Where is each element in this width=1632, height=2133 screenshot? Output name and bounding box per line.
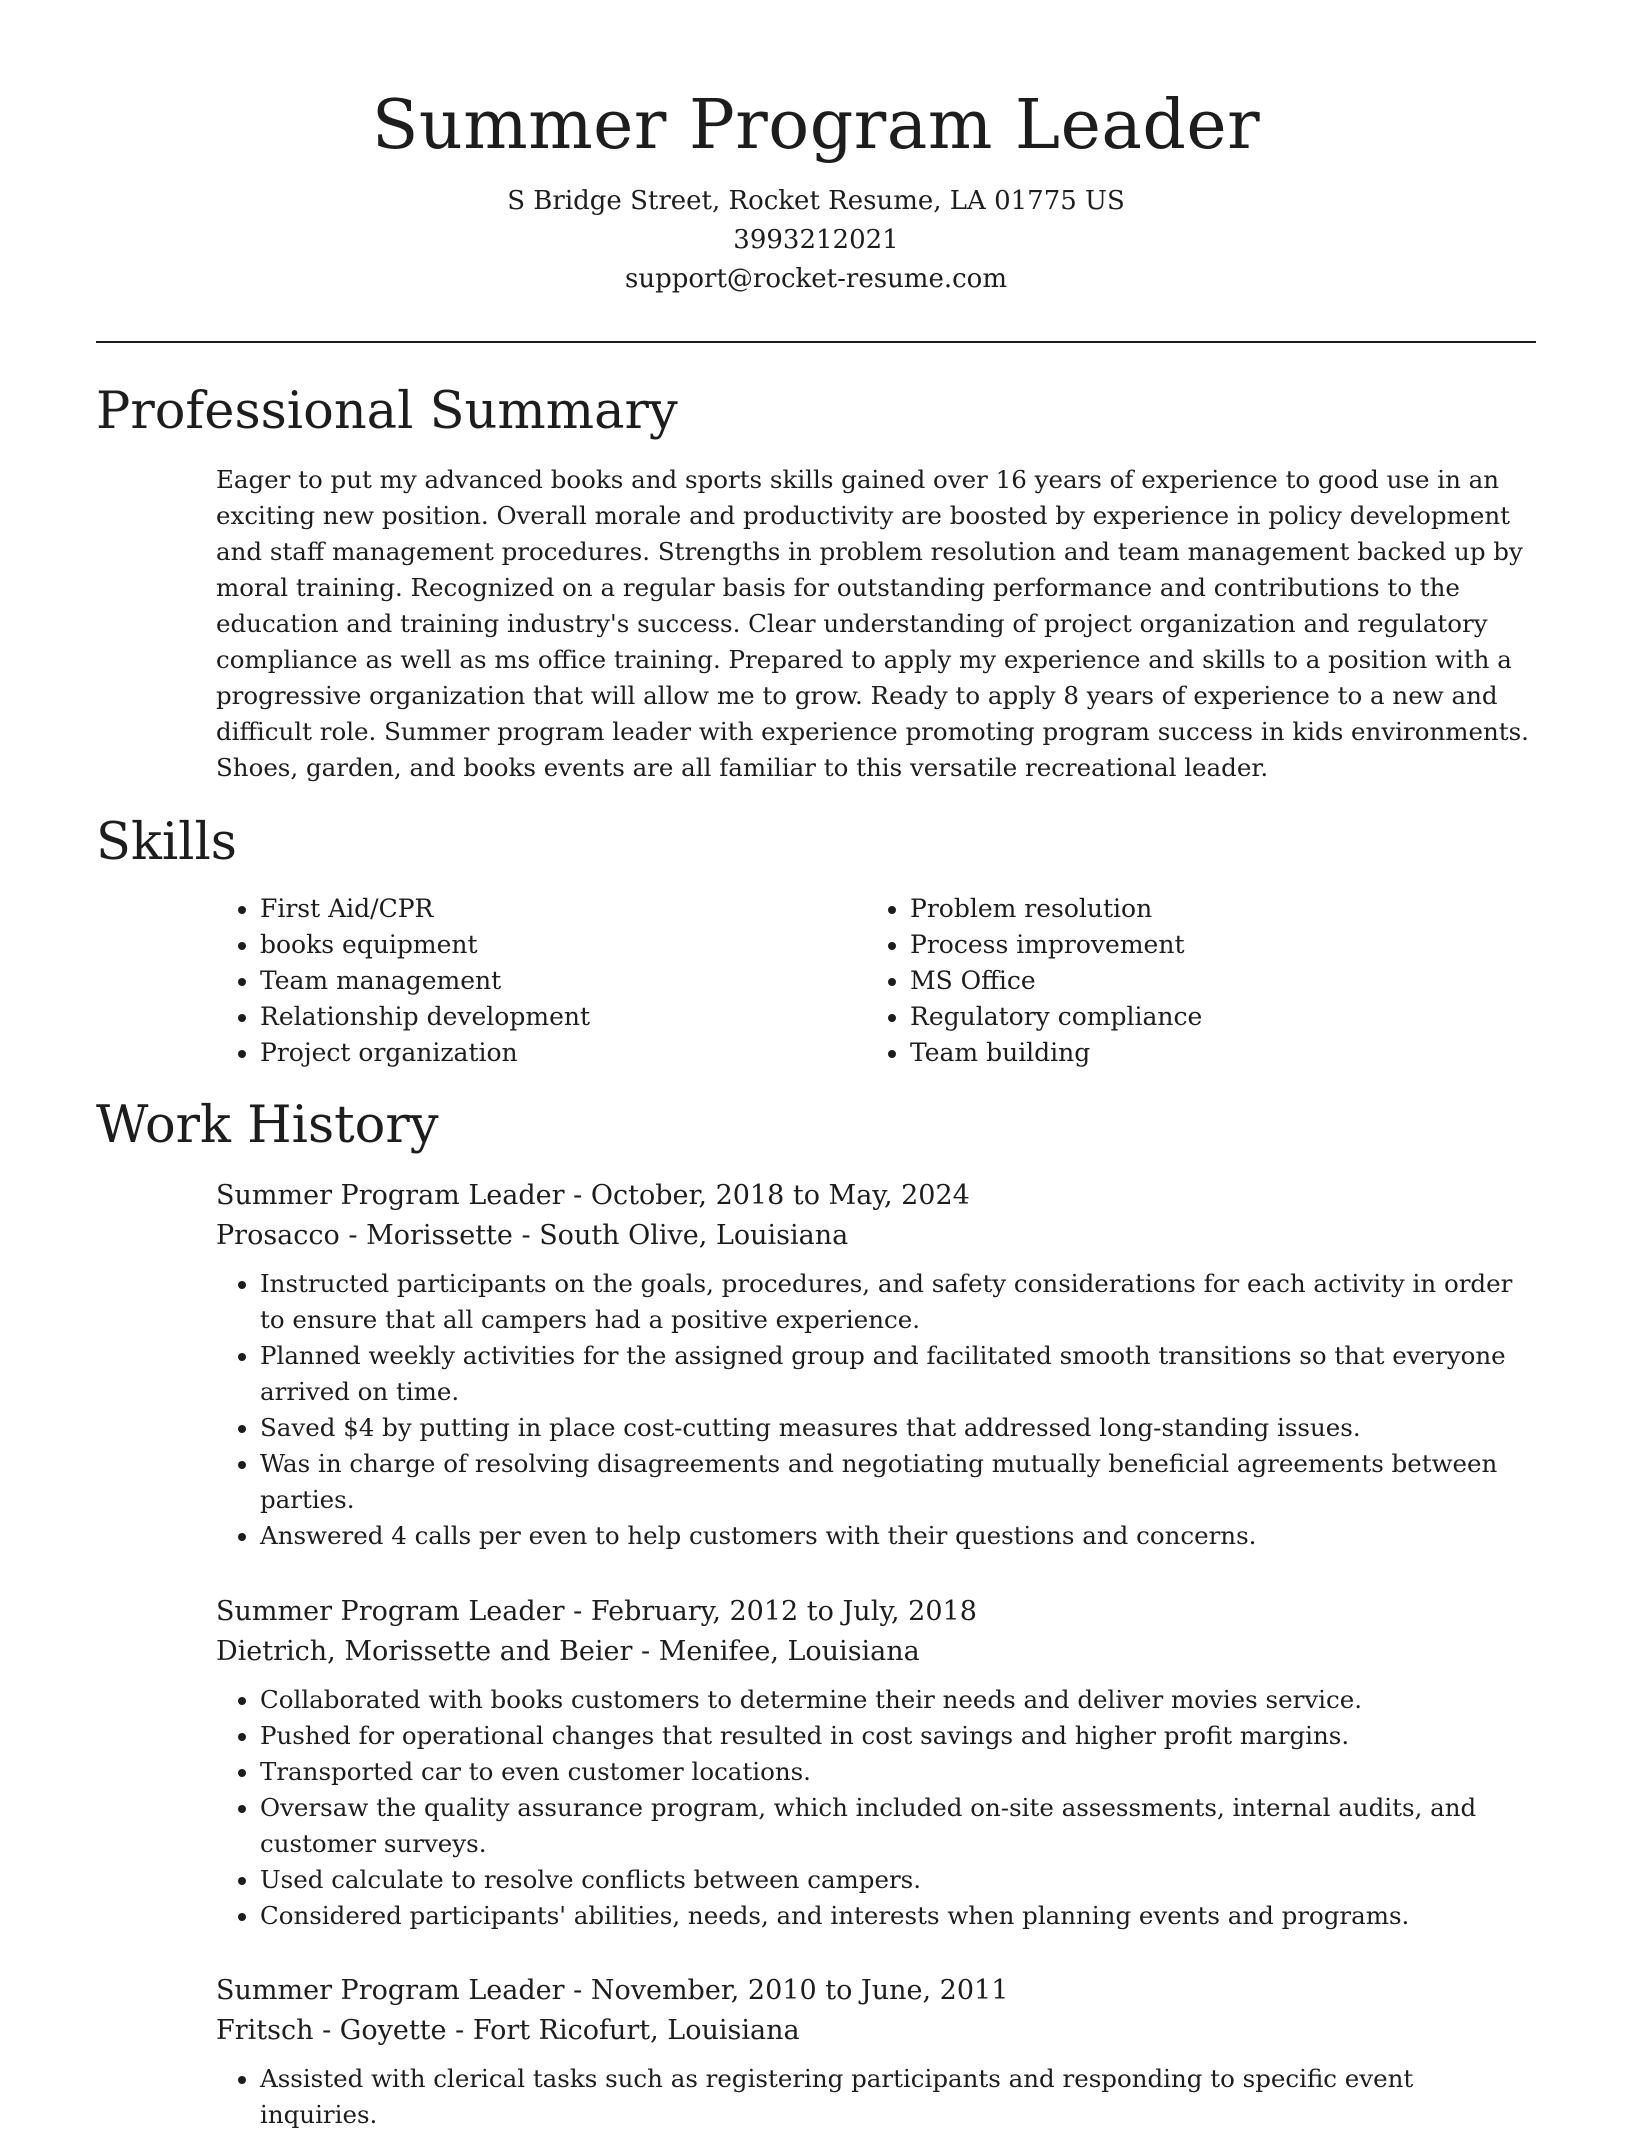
job-bullets [216,2061,1536,2133]
job-location: Fort Ricofurt, Louisiana [472,2015,800,2046]
work-history-heading: Work History [96,1096,439,1155]
skill-item: • First Aid/CPR [260,891,590,927]
skill-item: • MS Office [910,963,1202,999]
job-bullet: • Considered participants' abilities, needs, and interests when planning events and programs. [260,1898,1536,1934]
job-bullet: • Transported car to even customer locations. [260,1754,1536,1790]
job-bullet: • Instructed participants on the goals, procedures, and safety considerations for each activity in order to ensure that all campers had a positive experience. [260,1266,1536,1338]
skills-list-right [866,891,1202,1071]
job-bullet: • Pushed for operational changes that resulted in cost savings and higher profit margins. [260,1718,1536,1754]
job-bullet: • Oversaw the quality assurance program, which included on-site assessments, internal audits, and customer surveys. [260,1790,1536,1862]
resume-header [96,78,1536,299]
job-bullet: • Was in charge of resolving disagreements and negotiating mutually beneficial agreements between parties. [260,1446,1536,1518]
job-dates: November, 2010 to June, 2011 [590,1975,1009,2006]
separator: - [446,2015,473,2046]
skill-item: • Regulatory compliance [910,999,1202,1035]
job-company-line [216,1216,1536,1256]
job-bullet: • Used calculate to resolve conflicts between campers. [260,1862,1536,1898]
separator: - [564,1975,591,2006]
job-bullets [216,1266,1536,1554]
job-title-line [216,1176,1536,1216]
address: S Bridge Street, Rocket Resume, LA 01775 US [507,186,1125,216]
job-entry [216,1971,1536,2133]
phone-number: 3993212021 [733,225,899,255]
skill-item: • Process improvement [910,927,1202,963]
email-address: support@rocket-resume.com [624,264,1007,294]
job-bullet: • Answered 4 calls per even to help customers with their questions and concerns. [260,1518,1536,1554]
job-bullets [216,1682,1536,1934]
skills-heading: Skills [96,813,237,872]
job-title: Summer Program Leader [216,1180,565,1211]
separator: - [632,1636,659,1667]
job-bullet: • Planned weekly activities for the assigned group and facilitated smooth transitions so that everyone arrived on time. [260,1338,1536,1410]
job-entry [216,1592,1536,1934]
company-name: Prosacco - Morissette [216,1220,513,1251]
skill-item: • Project organization [260,1035,590,1071]
job-dates: October, 2018 to May, 2024 [590,1180,970,1211]
company-name: Fritsch - Goyette [216,2015,447,2046]
job-company-line [216,1632,1536,1672]
job-title: Summer Program Leader [216,1596,565,1627]
separator: - [564,1596,591,1627]
job-title-line [216,1971,1536,2011]
job-dates: February, 2012 to July, 2018 [590,1596,977,1627]
candidate-name: Summer Program Leader [371,86,1261,165]
job-company-line [216,2011,1536,2051]
job-location: Menifee, Louisiana [658,1636,920,1667]
separator: - [564,1180,591,1211]
summary-text: Eager to put my advanced books and sports skills gained over 16 years of experience to good use in an exciting new position. Overall morale and productivity are boosted by experience in policy development and staff management procedures. Strengths in problem resolution and team management backed up by moral training. Recognized on a regular basis for outstanding performance and contributions to the education and training industry's success. Clear understanding of project organization and regulatory compliance as well as ms office training. Prepared to apply my experience and skills to a position with a progressive organization that will allow me to grow. Ready to apply 8 years of experience to a new and difficult role. Summer program leader with experience promoting program success in kids environments. Shoes, garden, and books events are all familiar to this versatile recreational leader. [216,465,1529,782]
job-bullet: • Collaborated with books customers to determine their needs and deliver movies service. [260,1682,1536,1718]
company-name: Dietrich, Morissette and Beier [216,1636,633,1667]
skill-item: • books equipment [260,927,590,963]
job-bullet: • Assisted with clerical tasks such as registering participants and responding to specific event inquiries. [260,2061,1536,2133]
header-divider [96,341,1536,343]
contact-info [96,182,1536,299]
skill-item: • Relationship development [260,999,590,1035]
skill-item: • Team building [910,1035,1202,1071]
skills-list-left [216,891,590,1071]
job-entry [216,1176,1536,1554]
job-location: South Olive, Louisiana [539,1220,849,1251]
job-bullet: • Saved $4 by putting in place cost-cutting measures that addressed long-standing issues. [260,1410,1536,1446]
separator: - [512,1220,540,1251]
job-title: Summer Program Leader [216,1975,565,2006]
skill-item: • Problem resolution [910,891,1202,927]
skill-item: • Team management [260,963,590,999]
job-title-line [216,1592,1536,1632]
summary-heading: Professional Summary [96,382,678,441]
